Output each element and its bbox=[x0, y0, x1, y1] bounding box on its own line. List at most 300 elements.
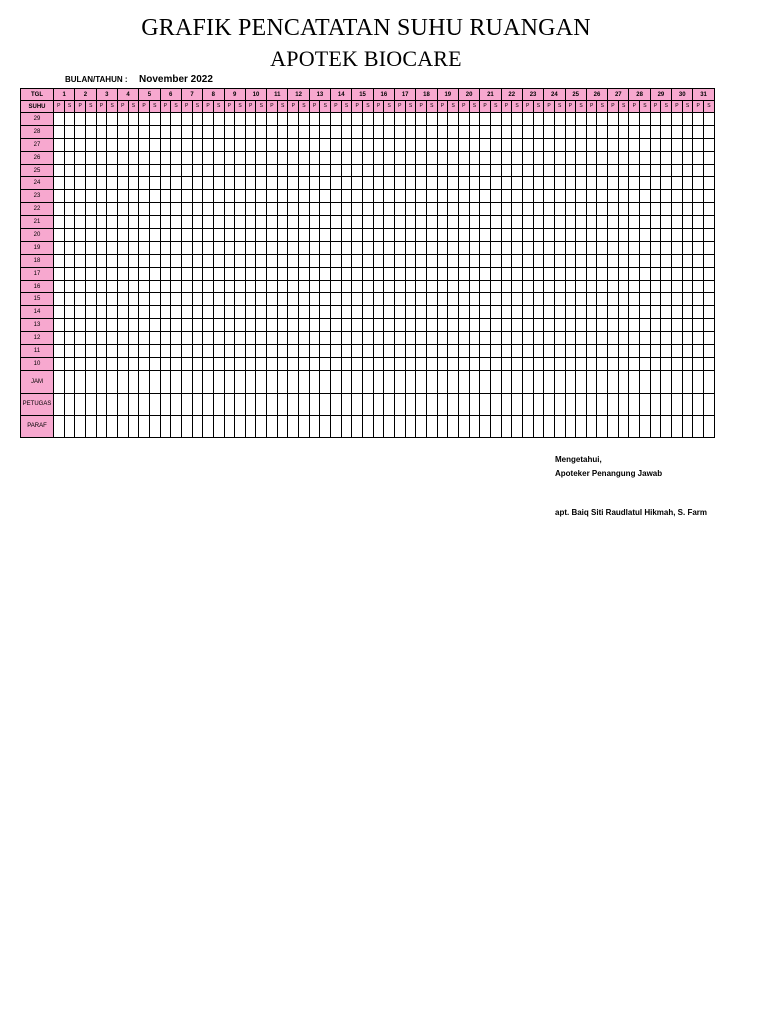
log-cell[interactable] bbox=[117, 229, 128, 242]
log-cell[interactable] bbox=[650, 357, 661, 370]
log-cell[interactable] bbox=[650, 138, 661, 151]
log-cell[interactable] bbox=[320, 190, 331, 203]
log-cell[interactable] bbox=[64, 229, 75, 242]
log-cell[interactable] bbox=[107, 164, 118, 177]
log-cell[interactable] bbox=[203, 306, 214, 319]
log-cell[interactable] bbox=[640, 357, 651, 370]
log-cell[interactable] bbox=[629, 164, 640, 177]
log-cell[interactable] bbox=[320, 177, 331, 190]
log-cell[interactable] bbox=[512, 190, 523, 203]
log-cell[interactable] bbox=[235, 177, 246, 190]
log-cell[interactable] bbox=[245, 306, 256, 319]
log-cell[interactable] bbox=[629, 345, 640, 358]
footer-cell[interactable] bbox=[597, 370, 608, 393]
log-cell[interactable] bbox=[139, 267, 150, 280]
log-cell[interactable] bbox=[480, 216, 491, 229]
log-cell[interactable] bbox=[416, 177, 427, 190]
log-cell[interactable] bbox=[693, 254, 704, 267]
log-cell[interactable] bbox=[682, 216, 693, 229]
log-cell[interactable] bbox=[181, 125, 192, 138]
log-cell[interactable] bbox=[586, 216, 597, 229]
log-cell[interactable] bbox=[437, 113, 448, 126]
log-cell[interactable] bbox=[96, 267, 107, 280]
log-cell[interactable] bbox=[384, 125, 395, 138]
log-cell[interactable] bbox=[586, 293, 597, 306]
log-cell[interactable] bbox=[75, 229, 86, 242]
log-cell[interactable] bbox=[288, 306, 299, 319]
footer-cell[interactable] bbox=[213, 370, 224, 393]
log-cell[interactable] bbox=[107, 332, 118, 345]
log-cell[interactable] bbox=[54, 229, 65, 242]
footer-cell[interactable] bbox=[682, 393, 693, 415]
log-cell[interactable] bbox=[128, 125, 139, 138]
log-cell[interactable] bbox=[139, 190, 150, 203]
log-cell[interactable] bbox=[213, 319, 224, 332]
log-cell[interactable] bbox=[650, 125, 661, 138]
log-cell[interactable] bbox=[395, 345, 406, 358]
log-cell[interactable] bbox=[586, 203, 597, 216]
footer-cell[interactable] bbox=[693, 415, 704, 437]
log-cell[interactable] bbox=[490, 125, 501, 138]
log-cell[interactable] bbox=[640, 164, 651, 177]
log-cell[interactable] bbox=[458, 151, 469, 164]
log-cell[interactable] bbox=[107, 190, 118, 203]
log-cell[interactable] bbox=[331, 151, 342, 164]
footer-cell[interactable] bbox=[490, 415, 501, 437]
log-cell[interactable] bbox=[213, 138, 224, 151]
log-cell[interactable] bbox=[650, 190, 661, 203]
log-cell[interactable] bbox=[309, 241, 320, 254]
log-cell[interactable] bbox=[341, 138, 352, 151]
log-cell[interactable] bbox=[586, 319, 597, 332]
footer-cell[interactable] bbox=[139, 415, 150, 437]
footer-cell[interactable] bbox=[576, 415, 587, 437]
log-cell[interactable] bbox=[149, 241, 160, 254]
log-cell[interactable] bbox=[544, 280, 555, 293]
log-cell[interactable] bbox=[544, 345, 555, 358]
log-cell[interactable] bbox=[85, 280, 96, 293]
log-cell[interactable] bbox=[597, 306, 608, 319]
log-cell[interactable] bbox=[288, 177, 299, 190]
log-cell[interactable] bbox=[437, 229, 448, 242]
log-cell[interactable] bbox=[554, 319, 565, 332]
log-cell[interactable] bbox=[139, 229, 150, 242]
log-cell[interactable] bbox=[139, 254, 150, 267]
log-cell[interactable] bbox=[490, 345, 501, 358]
log-cell[interactable] bbox=[171, 125, 182, 138]
log-cell[interactable] bbox=[640, 229, 651, 242]
log-cell[interactable] bbox=[256, 125, 267, 138]
log-cell[interactable] bbox=[245, 113, 256, 126]
log-cell[interactable] bbox=[586, 306, 597, 319]
log-cell[interactable] bbox=[522, 177, 533, 190]
log-cell[interactable] bbox=[501, 319, 512, 332]
log-cell[interactable] bbox=[661, 241, 672, 254]
log-cell[interactable] bbox=[363, 203, 374, 216]
log-cell[interactable] bbox=[341, 293, 352, 306]
log-cell[interactable] bbox=[277, 151, 288, 164]
log-cell[interactable] bbox=[522, 280, 533, 293]
log-cell[interactable] bbox=[235, 306, 246, 319]
log-cell[interactable] bbox=[107, 113, 118, 126]
footer-cell[interactable] bbox=[96, 393, 107, 415]
log-cell[interactable] bbox=[448, 203, 459, 216]
log-cell[interactable] bbox=[64, 254, 75, 267]
log-cell[interactable] bbox=[288, 280, 299, 293]
log-cell[interactable] bbox=[288, 151, 299, 164]
log-cell[interactable] bbox=[160, 254, 171, 267]
log-cell[interactable] bbox=[576, 164, 587, 177]
log-cell[interactable] bbox=[629, 306, 640, 319]
log-cell[interactable] bbox=[320, 332, 331, 345]
footer-cell[interactable] bbox=[448, 393, 459, 415]
log-cell[interactable] bbox=[373, 190, 384, 203]
log-cell[interactable] bbox=[682, 190, 693, 203]
log-cell[interactable] bbox=[309, 151, 320, 164]
log-cell[interactable] bbox=[85, 216, 96, 229]
log-cell[interactable] bbox=[107, 319, 118, 332]
log-cell[interactable] bbox=[256, 177, 267, 190]
log-cell[interactable] bbox=[672, 190, 683, 203]
log-cell[interactable] bbox=[277, 113, 288, 126]
log-cell[interactable] bbox=[512, 319, 523, 332]
log-cell[interactable] bbox=[181, 216, 192, 229]
log-cell[interactable] bbox=[181, 280, 192, 293]
log-cell[interactable] bbox=[437, 151, 448, 164]
log-cell[interactable] bbox=[54, 319, 65, 332]
log-cell[interactable] bbox=[426, 319, 437, 332]
log-cell[interactable] bbox=[235, 216, 246, 229]
log-cell[interactable] bbox=[501, 177, 512, 190]
log-cell[interactable] bbox=[565, 293, 576, 306]
log-cell[interactable] bbox=[480, 267, 491, 280]
footer-cell[interactable] bbox=[213, 415, 224, 437]
log-cell[interactable] bbox=[704, 151, 715, 164]
log-cell[interactable] bbox=[331, 357, 342, 370]
log-cell[interactable] bbox=[139, 151, 150, 164]
log-cell[interactable] bbox=[395, 332, 406, 345]
footer-cell[interactable] bbox=[373, 370, 384, 393]
log-cell[interactable] bbox=[309, 138, 320, 151]
footer-cell[interactable] bbox=[416, 415, 427, 437]
log-cell[interactable] bbox=[661, 306, 672, 319]
log-cell[interactable] bbox=[277, 177, 288, 190]
footer-cell[interactable] bbox=[661, 393, 672, 415]
log-cell[interactable] bbox=[160, 319, 171, 332]
log-cell[interactable] bbox=[480, 357, 491, 370]
log-cell[interactable] bbox=[192, 254, 203, 267]
log-cell[interactable] bbox=[160, 357, 171, 370]
log-cell[interactable] bbox=[235, 280, 246, 293]
log-cell[interactable] bbox=[533, 177, 544, 190]
footer-cell[interactable] bbox=[522, 370, 533, 393]
log-cell[interactable] bbox=[565, 241, 576, 254]
log-cell[interactable] bbox=[629, 241, 640, 254]
log-cell[interactable] bbox=[650, 267, 661, 280]
log-cell[interactable] bbox=[320, 125, 331, 138]
log-cell[interactable] bbox=[96, 229, 107, 242]
log-cell[interactable] bbox=[437, 190, 448, 203]
log-cell[interactable] bbox=[256, 319, 267, 332]
log-cell[interactable] bbox=[309, 164, 320, 177]
log-cell[interactable] bbox=[416, 216, 427, 229]
log-cell[interactable] bbox=[299, 216, 310, 229]
footer-cell[interactable] bbox=[490, 370, 501, 393]
log-cell[interactable] bbox=[395, 177, 406, 190]
log-cell[interactable] bbox=[331, 319, 342, 332]
log-cell[interactable] bbox=[299, 280, 310, 293]
log-cell[interactable] bbox=[544, 293, 555, 306]
footer-cell[interactable] bbox=[341, 393, 352, 415]
footer-cell[interactable] bbox=[469, 415, 480, 437]
log-cell[interactable] bbox=[192, 267, 203, 280]
log-cell[interactable] bbox=[565, 164, 576, 177]
footer-cell[interactable] bbox=[363, 370, 374, 393]
log-cell[interactable] bbox=[448, 254, 459, 267]
footer-cell[interactable] bbox=[693, 393, 704, 415]
log-cell[interactable] bbox=[256, 203, 267, 216]
log-cell[interactable] bbox=[576, 177, 587, 190]
log-cell[interactable] bbox=[117, 280, 128, 293]
log-cell[interactable] bbox=[405, 216, 416, 229]
log-cell[interactable] bbox=[522, 306, 533, 319]
log-cell[interactable] bbox=[107, 151, 118, 164]
log-cell[interactable] bbox=[149, 254, 160, 267]
footer-cell[interactable] bbox=[512, 415, 523, 437]
log-cell[interactable] bbox=[704, 164, 715, 177]
log-cell[interactable] bbox=[661, 319, 672, 332]
log-cell[interactable] bbox=[533, 113, 544, 126]
log-cell[interactable] bbox=[458, 138, 469, 151]
log-cell[interactable] bbox=[704, 113, 715, 126]
log-cell[interactable] bbox=[672, 113, 683, 126]
log-cell[interactable] bbox=[54, 241, 65, 254]
log-cell[interactable] bbox=[597, 190, 608, 203]
log-cell[interactable] bbox=[64, 216, 75, 229]
log-cell[interactable] bbox=[64, 190, 75, 203]
log-cell[interactable] bbox=[96, 306, 107, 319]
log-cell[interactable] bbox=[299, 138, 310, 151]
log-cell[interactable] bbox=[203, 138, 214, 151]
log-cell[interactable] bbox=[107, 345, 118, 358]
log-cell[interactable] bbox=[405, 319, 416, 332]
footer-cell[interactable] bbox=[64, 415, 75, 437]
log-cell[interactable] bbox=[320, 164, 331, 177]
footer-cell[interactable] bbox=[586, 370, 597, 393]
log-cell[interactable] bbox=[54, 254, 65, 267]
log-cell[interactable] bbox=[320, 254, 331, 267]
log-cell[interactable] bbox=[650, 164, 661, 177]
log-cell[interactable] bbox=[149, 177, 160, 190]
log-cell[interactable] bbox=[288, 203, 299, 216]
footer-cell[interactable] bbox=[96, 415, 107, 437]
footer-cell[interactable] bbox=[565, 370, 576, 393]
log-cell[interactable] bbox=[693, 138, 704, 151]
footer-cell[interactable] bbox=[554, 415, 565, 437]
log-cell[interactable] bbox=[597, 151, 608, 164]
log-cell[interactable] bbox=[181, 190, 192, 203]
log-cell[interactable] bbox=[576, 332, 587, 345]
log-cell[interactable] bbox=[416, 164, 427, 177]
footer-cell[interactable] bbox=[458, 370, 469, 393]
footer-cell[interactable] bbox=[299, 415, 310, 437]
log-cell[interactable] bbox=[395, 254, 406, 267]
log-cell[interactable] bbox=[395, 138, 406, 151]
footer-cell[interactable] bbox=[458, 393, 469, 415]
log-cell[interactable] bbox=[128, 332, 139, 345]
footer-cell[interactable] bbox=[576, 393, 587, 415]
footer-cell[interactable] bbox=[437, 415, 448, 437]
log-cell[interactable] bbox=[480, 254, 491, 267]
log-cell[interactable] bbox=[597, 229, 608, 242]
log-cell[interactable] bbox=[597, 203, 608, 216]
log-cell[interactable] bbox=[661, 216, 672, 229]
log-cell[interactable] bbox=[650, 332, 661, 345]
footer-cell[interactable] bbox=[565, 415, 576, 437]
log-cell[interactable] bbox=[277, 306, 288, 319]
footer-cell[interactable] bbox=[64, 370, 75, 393]
log-cell[interactable] bbox=[256, 280, 267, 293]
log-cell[interactable] bbox=[395, 293, 406, 306]
log-cell[interactable] bbox=[501, 332, 512, 345]
log-cell[interactable] bbox=[682, 203, 693, 216]
log-cell[interactable] bbox=[277, 357, 288, 370]
log-cell[interactable] bbox=[160, 177, 171, 190]
log-cell[interactable] bbox=[672, 203, 683, 216]
log-cell[interactable] bbox=[426, 241, 437, 254]
log-cell[interactable] bbox=[501, 280, 512, 293]
log-cell[interactable] bbox=[267, 241, 278, 254]
log-cell[interactable] bbox=[320, 306, 331, 319]
log-cell[interactable] bbox=[181, 332, 192, 345]
log-cell[interactable] bbox=[522, 190, 533, 203]
log-cell[interactable] bbox=[416, 113, 427, 126]
log-cell[interactable] bbox=[426, 229, 437, 242]
footer-cell[interactable] bbox=[245, 415, 256, 437]
log-cell[interactable] bbox=[299, 113, 310, 126]
log-cell[interactable] bbox=[331, 229, 342, 242]
log-cell[interactable] bbox=[501, 357, 512, 370]
log-cell[interactable] bbox=[437, 319, 448, 332]
log-cell[interactable] bbox=[352, 151, 363, 164]
log-cell[interactable] bbox=[352, 138, 363, 151]
log-cell[interactable] bbox=[320, 319, 331, 332]
log-cell[interactable] bbox=[363, 229, 374, 242]
log-cell[interactable] bbox=[395, 151, 406, 164]
log-cell[interactable] bbox=[373, 254, 384, 267]
log-cell[interactable] bbox=[96, 280, 107, 293]
log-cell[interactable] bbox=[704, 293, 715, 306]
log-cell[interactable] bbox=[395, 203, 406, 216]
log-cell[interactable] bbox=[565, 216, 576, 229]
log-cell[interactable] bbox=[245, 190, 256, 203]
log-cell[interactable] bbox=[704, 241, 715, 254]
log-cell[interactable] bbox=[331, 113, 342, 126]
log-cell[interactable] bbox=[352, 229, 363, 242]
log-cell[interactable] bbox=[458, 125, 469, 138]
log-cell[interactable] bbox=[405, 267, 416, 280]
log-cell[interactable] bbox=[469, 177, 480, 190]
log-cell[interactable] bbox=[384, 190, 395, 203]
log-cell[interactable] bbox=[586, 229, 597, 242]
log-cell[interactable] bbox=[373, 216, 384, 229]
footer-cell[interactable] bbox=[480, 393, 491, 415]
footer-cell[interactable] bbox=[117, 393, 128, 415]
footer-cell[interactable] bbox=[618, 393, 629, 415]
log-cell[interactable] bbox=[618, 229, 629, 242]
log-cell[interactable] bbox=[640, 306, 651, 319]
log-cell[interactable] bbox=[54, 113, 65, 126]
log-cell[interactable] bbox=[544, 254, 555, 267]
log-cell[interactable] bbox=[544, 306, 555, 319]
log-cell[interactable] bbox=[75, 216, 86, 229]
footer-cell[interactable] bbox=[331, 393, 342, 415]
log-cell[interactable] bbox=[171, 113, 182, 126]
log-cell[interactable] bbox=[288, 332, 299, 345]
log-cell[interactable] bbox=[384, 164, 395, 177]
log-cell[interactable] bbox=[352, 177, 363, 190]
footer-cell[interactable] bbox=[533, 393, 544, 415]
log-cell[interactable] bbox=[75, 280, 86, 293]
log-cell[interactable] bbox=[629, 280, 640, 293]
footer-cell[interactable] bbox=[331, 370, 342, 393]
log-cell[interactable] bbox=[277, 267, 288, 280]
log-cell[interactable] bbox=[341, 280, 352, 293]
log-cell[interactable] bbox=[341, 267, 352, 280]
log-cell[interactable] bbox=[267, 280, 278, 293]
log-cell[interactable] bbox=[203, 293, 214, 306]
log-cell[interactable] bbox=[75, 177, 86, 190]
log-cell[interactable] bbox=[512, 151, 523, 164]
log-cell[interactable] bbox=[192, 345, 203, 358]
log-cell[interactable] bbox=[384, 254, 395, 267]
log-cell[interactable] bbox=[682, 254, 693, 267]
log-cell[interactable] bbox=[672, 293, 683, 306]
footer-cell[interactable] bbox=[85, 415, 96, 437]
footer-cell[interactable] bbox=[149, 415, 160, 437]
log-cell[interactable] bbox=[235, 203, 246, 216]
log-cell[interactable] bbox=[245, 203, 256, 216]
log-cell[interactable] bbox=[640, 254, 651, 267]
footer-cell[interactable] bbox=[235, 370, 246, 393]
log-cell[interactable] bbox=[661, 267, 672, 280]
log-cell[interactable] bbox=[181, 293, 192, 306]
footer-cell[interactable] bbox=[309, 370, 320, 393]
log-cell[interactable] bbox=[704, 267, 715, 280]
log-cell[interactable] bbox=[512, 203, 523, 216]
log-cell[interactable] bbox=[160, 113, 171, 126]
log-cell[interactable] bbox=[693, 357, 704, 370]
footer-cell[interactable] bbox=[320, 415, 331, 437]
log-cell[interactable] bbox=[576, 203, 587, 216]
log-cell[interactable] bbox=[373, 332, 384, 345]
log-cell[interactable] bbox=[363, 357, 374, 370]
log-cell[interactable] bbox=[256, 164, 267, 177]
footer-cell[interactable] bbox=[341, 415, 352, 437]
footer-cell[interactable] bbox=[395, 370, 406, 393]
log-cell[interactable] bbox=[533, 293, 544, 306]
log-cell[interactable] bbox=[586, 332, 597, 345]
log-cell[interactable] bbox=[490, 229, 501, 242]
footer-cell[interactable] bbox=[384, 415, 395, 437]
log-cell[interactable] bbox=[704, 332, 715, 345]
footer-cell[interactable] bbox=[256, 393, 267, 415]
log-cell[interactable] bbox=[661, 293, 672, 306]
log-cell[interactable] bbox=[437, 280, 448, 293]
log-cell[interactable] bbox=[139, 216, 150, 229]
log-cell[interactable] bbox=[309, 293, 320, 306]
log-cell[interactable] bbox=[309, 203, 320, 216]
